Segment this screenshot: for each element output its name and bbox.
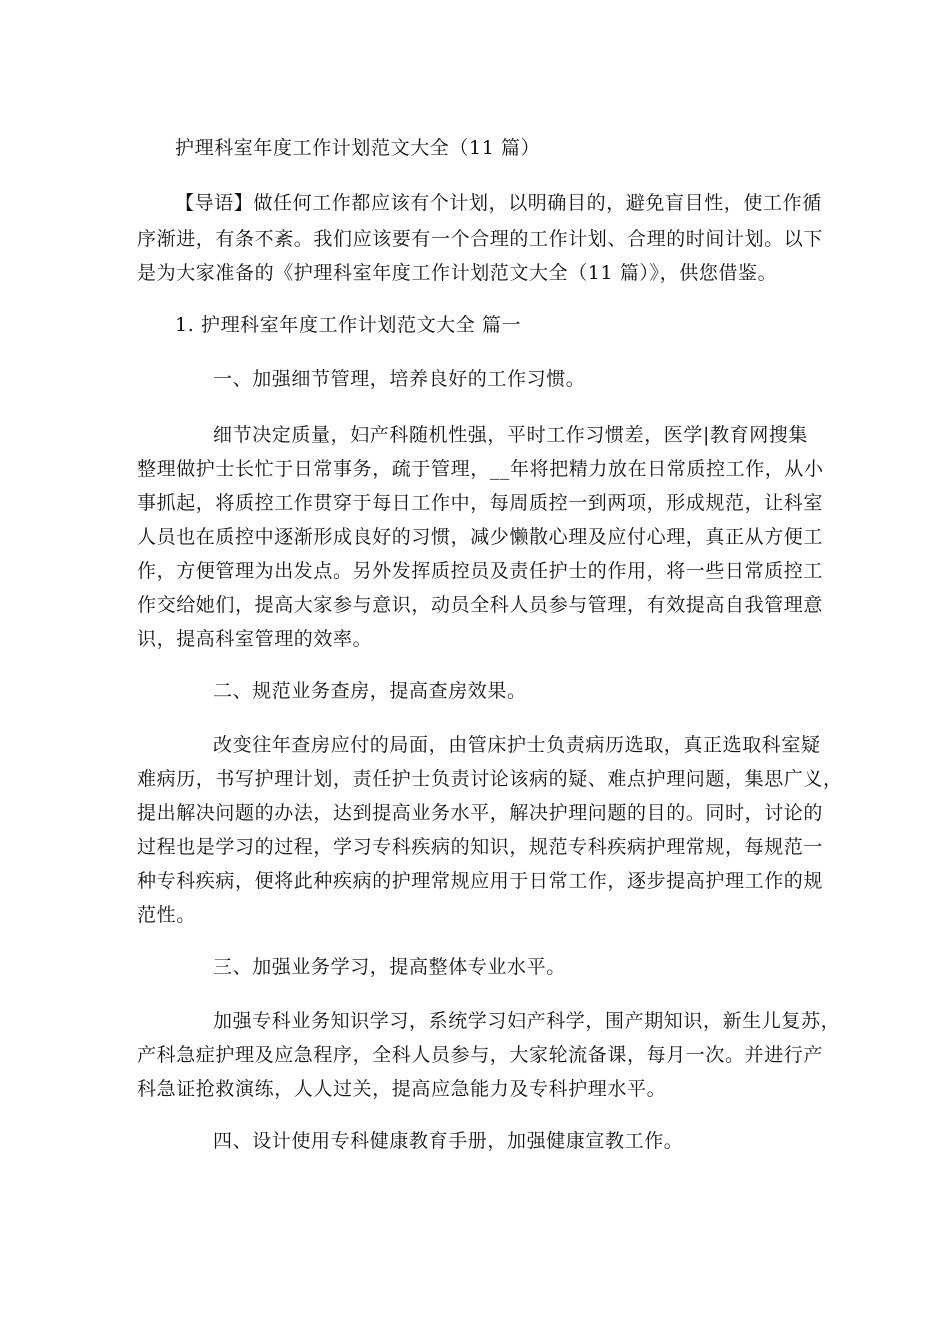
para-1-line-3: 事抓起，将质控工作贯穿于每日工作中，每周质控一到两项，形成规范，让科室	[137, 492, 824, 514]
heading-3: 三、加强业务学习，提高整体专业水平。	[213, 956, 566, 978]
para-1-line-4: 人员也在质控中逐渐形成良好的习惯，减少懒散心理及应付心理，真正从方便工	[137, 526, 824, 548]
para-3-line-1: 加强专科业务知识学习，系统学习妇产科学，围产期知识，新生儿复苏，	[213, 1010, 841, 1032]
para-2-line-3: 提出解决问题的办法，达到提高业务水平，解决护理问题的目的。同时，讨论的	[137, 802, 824, 824]
intro-line-2: 序渐进，有条不紊。我们应该要有一个合理的工作计划、合理的时间计划。以下	[137, 228, 824, 250]
para-1-line-5: 作，方便管理为出发点。另外发挥质控员及责任护士的作用，将一些日常质控工	[137, 560, 824, 582]
heading-1: 一、加强细节管理，培养良好的工作习惯。	[213, 368, 586, 390]
para-2-line-5: 种专科疾病，便将此种疾病的护理常规应用于日常工作，逐步提高护理工作的规	[137, 870, 824, 892]
para-1-line-7: 识，提高科室管理的效率。	[137, 628, 373, 650]
para-2-line-4: 过程也是学习的过程，学习专科疾病的知识，规范专科疾病护理常规，每规范一	[137, 836, 824, 858]
para-2-line-1: 改变往年查房应付的局面，由管床护士负责病历选取，真正选取科室疑	[213, 734, 821, 756]
para-3-line-2: 产科急症护理及应急程序，全科人员参与，大家轮流备课，每月一次。并进行产	[137, 1044, 824, 1066]
para-3-line-3: 科急证抢救演练，人人过关，提高应急能力及专科护理水平。	[137, 1078, 667, 1100]
para-1-line-6: 作交给她们，提高大家参与意识，动员全科人员参与管理，有效提高自我管理意	[137, 594, 824, 616]
heading-2: 二、规范业务查房，提高查房效果。	[213, 680, 527, 702]
section-heading: 1. 护理科室年度工作计划范文大全 篇一	[175, 314, 522, 336]
intro-line-1: 【导语】做任何工作都应该有个计划，以明确目的，避免盲目性，使工作循	[175, 192, 822, 214]
para-2-line-6: 范性。	[137, 904, 196, 926]
heading-4: 四、设计使用专科健康教育手册，加强健康宣教工作。	[213, 1130, 684, 1152]
para-1-line-1: 细节决定质量，妇产科随机性强，平时工作习惯差，医学|教育网搜集	[213, 424, 809, 446]
para-2-line-2: 难病历，书写护理计划，责任护士负责讨论该病的疑、难点护理问题，集思广义，	[137, 768, 843, 790]
intro-line-3: 是为大家准备的《护理科室年度工作计划范文大全（11 篇）》，供您借鉴。	[137, 262, 778, 284]
document-title: 护理科室年度工作计划范文大全（11 篇）	[175, 137, 541, 159]
para-1-line-2: 整理做护士长忙于日常事务，疏于管理，__年将把精力放在日常质控工作，从小	[137, 458, 824, 480]
